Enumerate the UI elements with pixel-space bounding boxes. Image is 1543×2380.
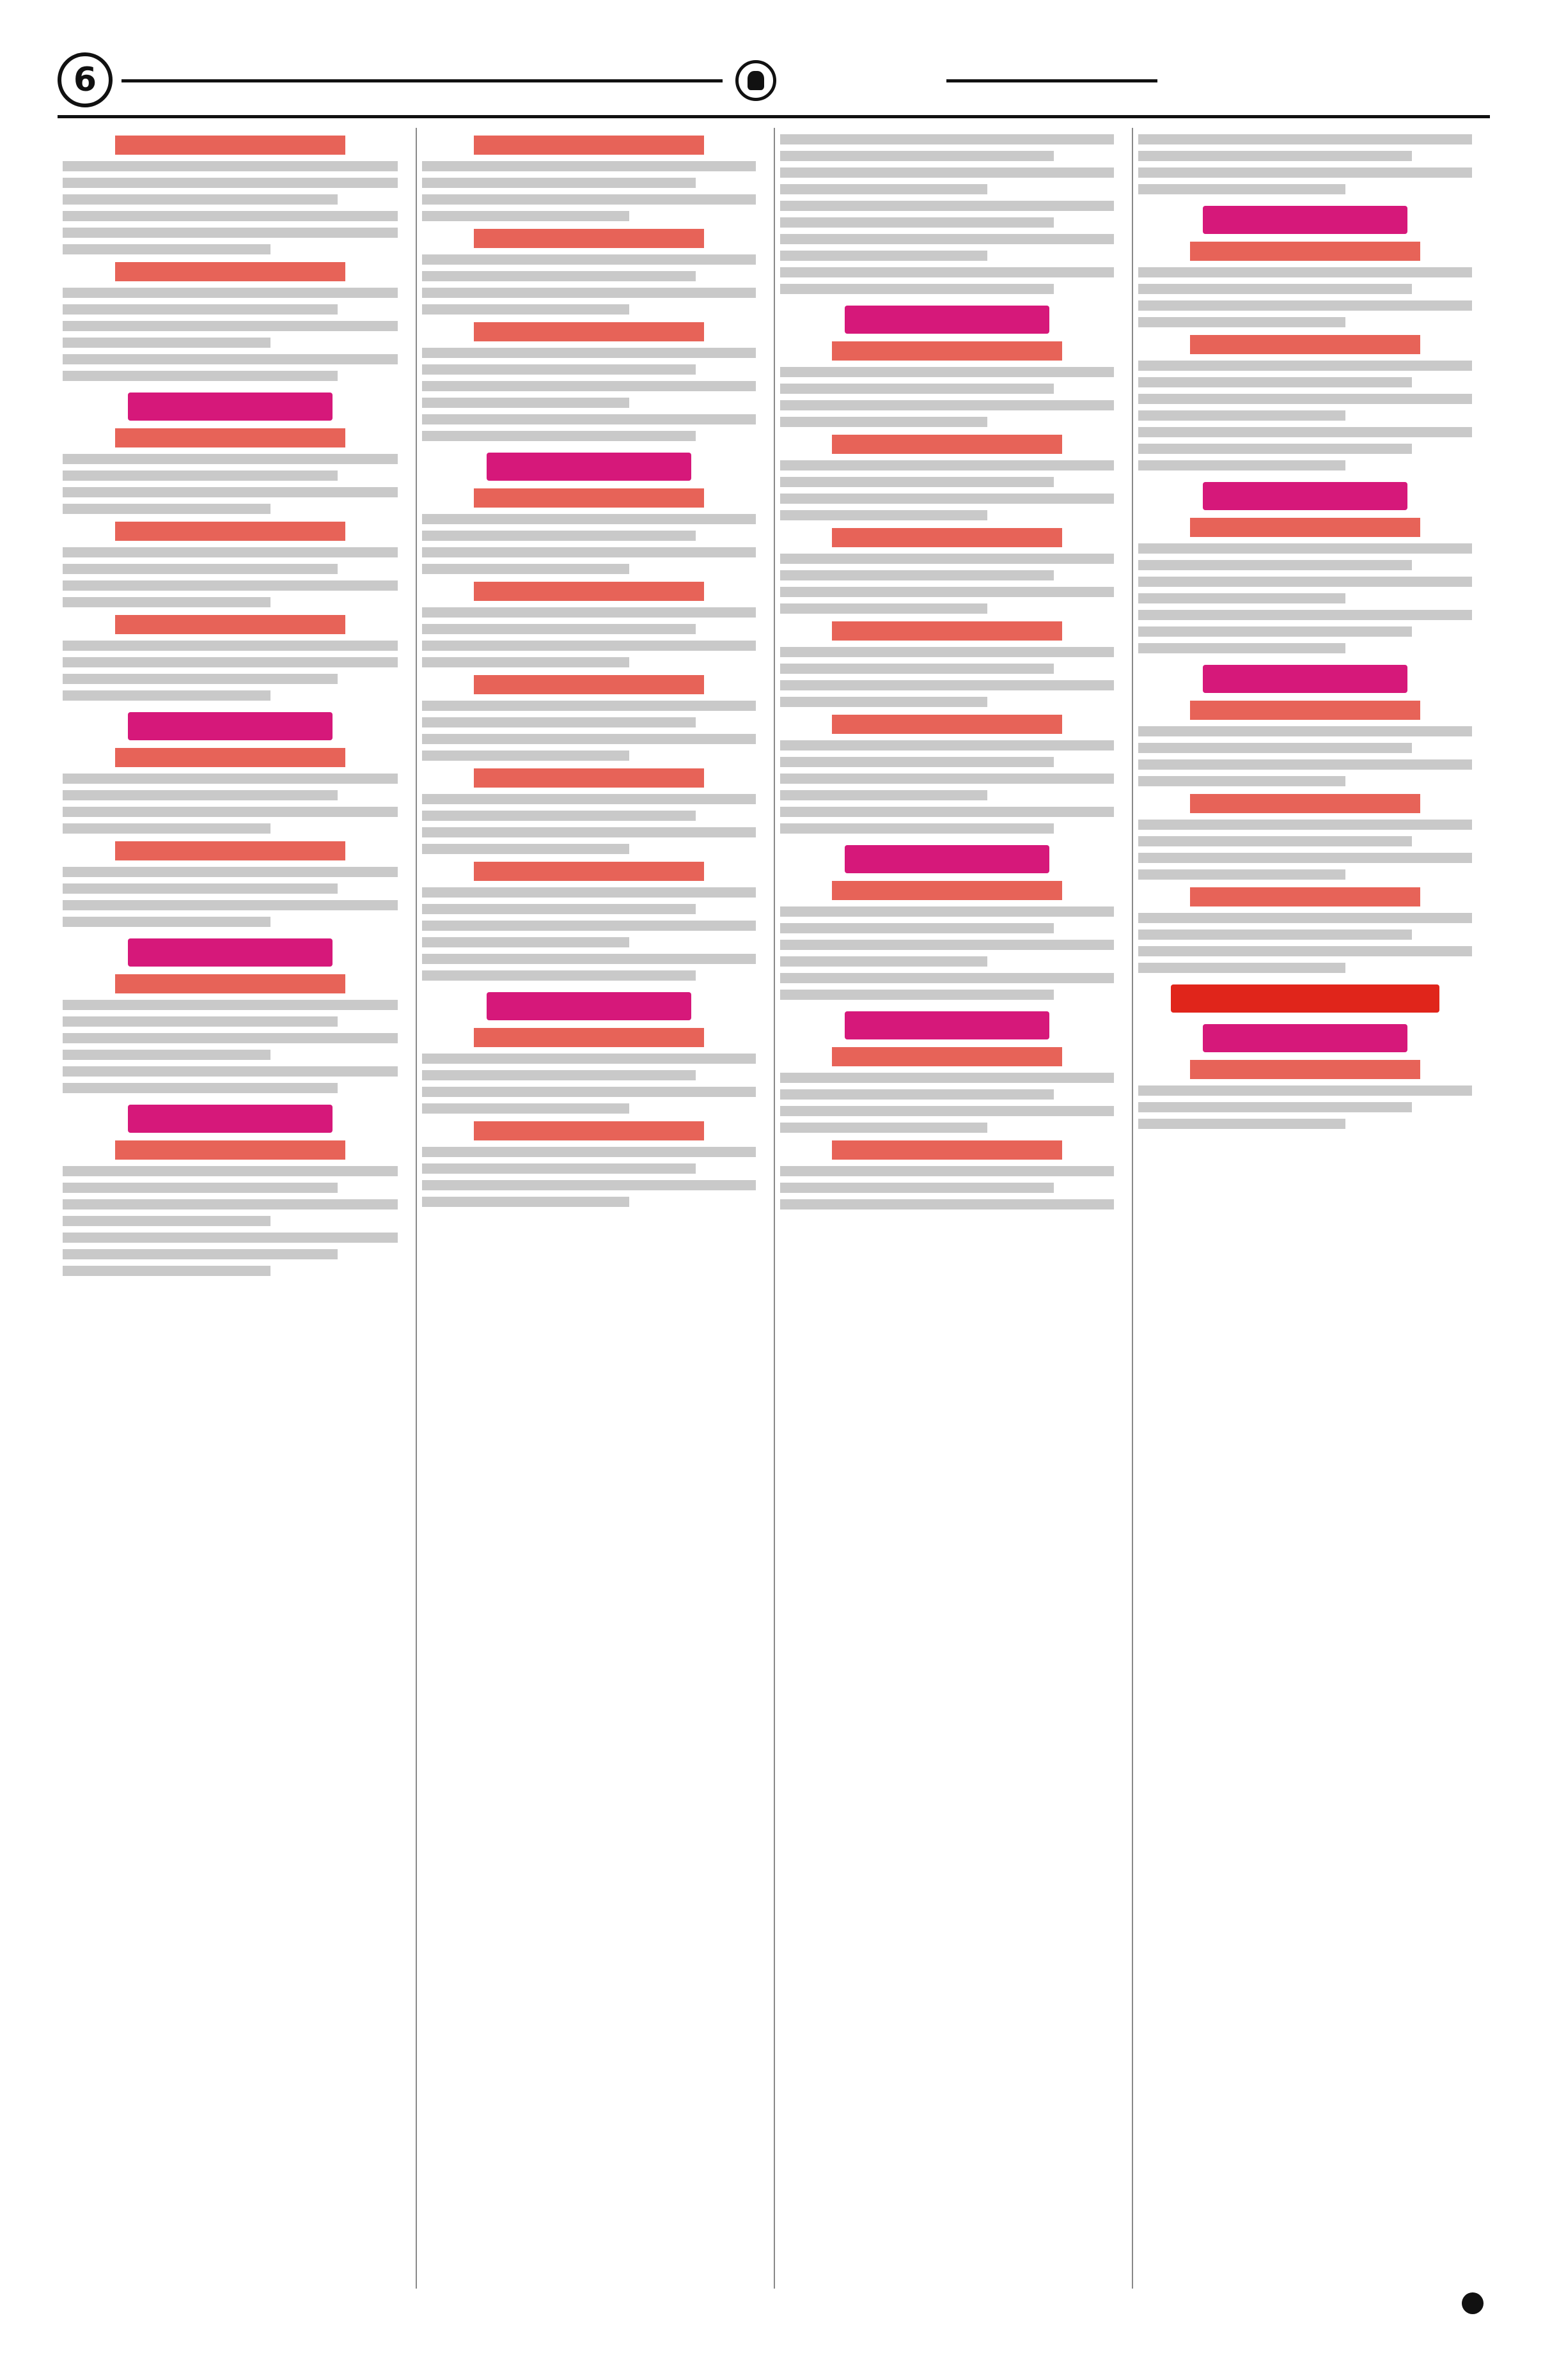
- section-heading: [115, 136, 345, 155]
- text-line-placeholder: [780, 1183, 1054, 1193]
- text-line-placeholder: [780, 923, 1054, 933]
- text-line-placeholder: [63, 288, 398, 298]
- section-heading: [474, 582, 704, 601]
- section-banner: [128, 938, 333, 967]
- text-line-placeholder: [63, 547, 398, 557]
- text-line-placeholder: [63, 564, 338, 574]
- section-heading: [115, 974, 345, 993]
- section-banner: [1203, 665, 1407, 693]
- text-line-placeholder: [780, 774, 1114, 784]
- text-line-placeholder: [422, 657, 629, 667]
- text-line-placeholder: [63, 1216, 270, 1226]
- text-line-placeholder: [422, 607, 756, 618]
- section-heading: [115, 841, 345, 860]
- text-line-placeholder: [422, 751, 629, 761]
- text-line-placeholder: [780, 790, 987, 800]
- section-heading: [1190, 335, 1420, 354]
- text-line-placeholder: [422, 970, 696, 981]
- text-line-placeholder: [780, 201, 1114, 211]
- masthead-rule-right: [946, 79, 1157, 82]
- section-banner: [1171, 984, 1439, 1013]
- section-heading: [1190, 887, 1420, 906]
- text-line-placeholder: [780, 1073, 1114, 1083]
- text-line-placeholder: [1138, 577, 1472, 587]
- text-line-placeholder: [1138, 963, 1345, 973]
- text-line-placeholder: [422, 514, 756, 524]
- text-line-placeholder: [422, 271, 696, 281]
- section-heading: [474, 1028, 704, 1047]
- text-line-placeholder: [780, 823, 1054, 834]
- text-line-placeholder: [1138, 134, 1472, 144]
- text-line-placeholder: [422, 304, 629, 315]
- section-heading: [832, 881, 1062, 900]
- text-line-placeholder: [422, 1180, 756, 1190]
- text-line-placeholder: [63, 597, 270, 607]
- text-line-placeholder: [780, 384, 1054, 394]
- text-line-placeholder: [780, 1106, 1114, 1116]
- text-line-placeholder: [63, 194, 338, 205]
- section-heading: [1190, 701, 1420, 720]
- text-line-placeholder: [422, 937, 629, 947]
- section-heading: [474, 136, 704, 155]
- section-heading: [1190, 794, 1420, 813]
- text-line-placeholder: [63, 917, 270, 927]
- section-heading: [474, 862, 704, 881]
- text-line-placeholder: [422, 211, 629, 221]
- text-line-placeholder: [63, 471, 338, 481]
- text-line-placeholder: [780, 956, 987, 967]
- text-line-placeholder: [780, 807, 1114, 817]
- text-line-placeholder: [422, 1087, 756, 1097]
- text-line-placeholder: [422, 1197, 629, 1207]
- page-number: 6: [58, 52, 113, 107]
- text-line-placeholder: [780, 284, 1054, 294]
- text-line-placeholder: [1138, 427, 1472, 437]
- text-line-placeholder: [1138, 643, 1345, 653]
- text-line-placeholder: [780, 1089, 1054, 1100]
- text-line-placeholder: [780, 973, 1114, 983]
- text-line-placeholder: [63, 641, 398, 651]
- masthead-rule-left: [121, 79, 723, 82]
- section-banner: [1203, 482, 1407, 510]
- text-line-placeholder: [1138, 444, 1412, 454]
- section-heading: [832, 1047, 1062, 1066]
- text-line-placeholder: [63, 1016, 338, 1027]
- section-heading: [474, 675, 704, 694]
- text-line-placeholder: [1138, 284, 1412, 294]
- text-line-placeholder: [63, 823, 270, 834]
- text-line-placeholder: [1138, 560, 1412, 570]
- text-line-placeholder: [422, 414, 756, 424]
- text-line-placeholder: [63, 321, 398, 331]
- section-banner: [128, 393, 333, 421]
- text-line-placeholder: [63, 487, 398, 497]
- text-line-placeholder: [422, 844, 629, 854]
- text-line-placeholder: [1138, 593, 1345, 603]
- text-line-placeholder: [780, 940, 1114, 950]
- text-line-placeholder: [63, 244, 270, 254]
- section-heading: [115, 748, 345, 767]
- brand-logo-icon: [735, 60, 776, 101]
- text-line-placeholder: [63, 1050, 270, 1060]
- text-line-placeholder: [780, 510, 987, 520]
- text-line-placeholder: [1138, 410, 1345, 421]
- text-line-placeholder: [63, 657, 398, 667]
- text-line-placeholder: [1138, 836, 1412, 846]
- section-heading: [115, 262, 345, 281]
- text-line-placeholder: [780, 647, 1114, 657]
- text-line-placeholder: [63, 304, 338, 315]
- text-line-placeholder: [1138, 820, 1472, 830]
- text-line-placeholder: [422, 904, 696, 914]
- section-banner: [487, 453, 691, 481]
- text-line-placeholder: [63, 900, 398, 910]
- text-line-placeholder: [780, 757, 1054, 767]
- text-line-placeholder: [780, 217, 1054, 228]
- text-line-placeholder: [780, 570, 1054, 580]
- text-line-placeholder: [63, 690, 270, 701]
- text-line-placeholder: [422, 398, 629, 408]
- text-line-placeholder: [780, 990, 1054, 1000]
- text-line-placeholder: [422, 624, 696, 634]
- text-line-placeholder: [422, 348, 756, 358]
- section-heading: [832, 435, 1062, 454]
- text-line-placeholder: [780, 267, 1114, 277]
- section-heading: [1190, 518, 1420, 537]
- column-1: [58, 128, 403, 2289]
- text-line-placeholder: [422, 954, 756, 964]
- text-line-placeholder: [422, 641, 756, 651]
- section-banner: [128, 712, 333, 740]
- section-heading: [832, 621, 1062, 641]
- text-line-placeholder: [780, 494, 1114, 504]
- section-heading: [1190, 1060, 1420, 1079]
- text-line-placeholder: [780, 460, 1114, 471]
- text-line-placeholder: [780, 167, 1114, 178]
- text-line-placeholder: [63, 1199, 398, 1209]
- text-line-placeholder: [63, 674, 338, 684]
- text-line-placeholder: [1138, 460, 1345, 471]
- text-line-placeholder: [1138, 626, 1412, 637]
- text-line-placeholder: [1138, 759, 1472, 770]
- text-line-placeholder: [780, 400, 1114, 410]
- text-line-placeholder: [63, 178, 398, 188]
- text-line-placeholder: [1138, 167, 1472, 178]
- section-heading: [832, 528, 1062, 547]
- text-line-placeholder: [1138, 317, 1345, 327]
- text-line-placeholder: [422, 364, 696, 375]
- text-line-placeholder: [63, 211, 398, 221]
- text-line-placeholder: [780, 1166, 1114, 1176]
- column-4: [1132, 128, 1477, 2289]
- text-line-placeholder: [780, 1199, 1114, 1209]
- section-heading: [474, 229, 704, 248]
- section-heading: [474, 1121, 704, 1140]
- text-line-placeholder: [422, 161, 756, 171]
- text-line-placeholder: [422, 254, 756, 265]
- text-line-placeholder: [63, 1233, 398, 1243]
- section-heading: [115, 1140, 345, 1160]
- text-line-placeholder: [422, 887, 756, 898]
- section-heading: [832, 341, 1062, 361]
- text-line-placeholder: [422, 921, 756, 931]
- section-banner: [128, 1105, 333, 1133]
- text-line-placeholder: [422, 811, 696, 821]
- text-line-placeholder: [63, 580, 398, 591]
- section-banner: [487, 992, 691, 1020]
- text-line-placeholder: [1138, 776, 1345, 786]
- text-line-placeholder: [780, 587, 1114, 597]
- text-line-placeholder: [422, 194, 756, 205]
- text-line-placeholder: [1138, 361, 1472, 371]
- text-line-placeholder: [1138, 726, 1472, 736]
- text-line-placeholder: [1138, 1102, 1412, 1112]
- text-line-placeholder: [780, 251, 987, 261]
- text-line-placeholder: [780, 740, 1114, 751]
- text-line-placeholder: [780, 603, 987, 614]
- text-line-placeholder: [422, 1147, 756, 1157]
- section-heading: [115, 522, 345, 541]
- text-line-placeholder: [422, 381, 756, 391]
- text-line-placeholder: [63, 338, 270, 348]
- text-line-placeholder: [1138, 151, 1412, 161]
- continued-bullet-icon: [1462, 2292, 1484, 2314]
- text-line-placeholder: [1138, 184, 1345, 194]
- text-line-placeholder: [422, 1163, 696, 1174]
- text-line-placeholder: [780, 906, 1114, 917]
- text-line-placeholder: [422, 734, 756, 744]
- text-line-placeholder: [63, 504, 270, 514]
- text-line-placeholder: [63, 883, 338, 894]
- text-line-placeholder: [63, 867, 398, 877]
- text-line-placeholder: [1138, 377, 1412, 387]
- section-heading: [474, 768, 704, 788]
- text-line-placeholder: [422, 1070, 696, 1080]
- section-banner: [845, 1011, 1049, 1039]
- text-line-placeholder: [422, 1103, 629, 1114]
- text-line-placeholder: [422, 531, 696, 541]
- text-line-placeholder: [63, 1000, 398, 1010]
- text-line-placeholder: [422, 701, 756, 711]
- text-columns: [58, 128, 1490, 2289]
- section-heading: [832, 715, 1062, 734]
- text-line-placeholder: [780, 417, 987, 427]
- section-heading: [832, 1140, 1062, 1160]
- section-banner: [845, 845, 1049, 873]
- text-line-placeholder: [422, 1054, 756, 1064]
- text-line-placeholder: [780, 477, 1054, 487]
- text-line-placeholder: [63, 354, 398, 364]
- text-line-placeholder: [1138, 1085, 1472, 1096]
- text-line-placeholder: [780, 680, 1114, 690]
- text-line-placeholder: [1138, 929, 1412, 940]
- text-line-placeholder: [422, 794, 756, 804]
- text-line-placeholder: [1138, 394, 1472, 404]
- text-line-placeholder: [422, 717, 696, 727]
- text-line-placeholder: [780, 184, 987, 194]
- text-line-placeholder: [1138, 743, 1412, 753]
- text-line-placeholder: [63, 1033, 398, 1043]
- text-line-placeholder: [422, 547, 756, 557]
- section-banner: [845, 306, 1049, 334]
- text-line-placeholder: [422, 827, 756, 837]
- text-line-placeholder: [780, 1123, 987, 1133]
- text-line-placeholder: [63, 790, 338, 800]
- brand: [735, 59, 940, 104]
- text-line-placeholder: [1138, 1119, 1345, 1129]
- text-line-placeholder: [63, 807, 398, 817]
- text-line-placeholder: [1138, 869, 1345, 880]
- text-line-placeholder: [63, 1266, 270, 1276]
- section-banner: [1203, 206, 1407, 234]
- text-line-placeholder: [422, 564, 629, 574]
- text-line-placeholder: [63, 1249, 338, 1259]
- text-line-placeholder: [422, 178, 696, 188]
- text-line-placeholder: [1138, 543, 1472, 554]
- masthead: [58, 45, 1490, 118]
- text-line-placeholder: [780, 134, 1114, 144]
- text-line-placeholder: [63, 774, 398, 784]
- text-line-placeholder: [1138, 853, 1472, 863]
- column-2: [416, 128, 761, 2289]
- text-line-placeholder: [780, 367, 1114, 377]
- text-line-placeholder: [1138, 946, 1472, 956]
- text-line-placeholder: [63, 228, 398, 238]
- section-heading: [115, 615, 345, 634]
- text-line-placeholder: [780, 151, 1054, 161]
- section-heading: [1190, 242, 1420, 261]
- text-line-placeholder: [63, 1166, 398, 1176]
- text-line-placeholder: [1138, 610, 1472, 620]
- text-line-placeholder: [63, 1183, 338, 1193]
- text-line-placeholder: [780, 554, 1114, 564]
- column-3: [774, 128, 1119, 2289]
- text-line-placeholder: [63, 161, 398, 171]
- text-line-placeholder: [1138, 267, 1472, 277]
- text-line-placeholder: [422, 431, 696, 441]
- text-line-placeholder: [422, 288, 756, 298]
- text-line-placeholder: [780, 234, 1114, 244]
- section-heading: [474, 322, 704, 341]
- text-line-placeholder: [63, 1083, 338, 1093]
- text-line-placeholder: [780, 664, 1054, 674]
- text-line-placeholder: [1138, 913, 1472, 923]
- text-line-placeholder: [63, 454, 398, 464]
- text-line-placeholder: [1138, 300, 1472, 311]
- text-line-placeholder: [63, 1066, 398, 1077]
- section-banner: [1203, 1024, 1407, 1052]
- text-line-placeholder: [780, 697, 987, 707]
- newspaper-page: [58, 45, 1490, 2321]
- section-heading: [474, 488, 704, 508]
- text-line-placeholder: [63, 371, 338, 381]
- section-heading: [115, 428, 345, 447]
